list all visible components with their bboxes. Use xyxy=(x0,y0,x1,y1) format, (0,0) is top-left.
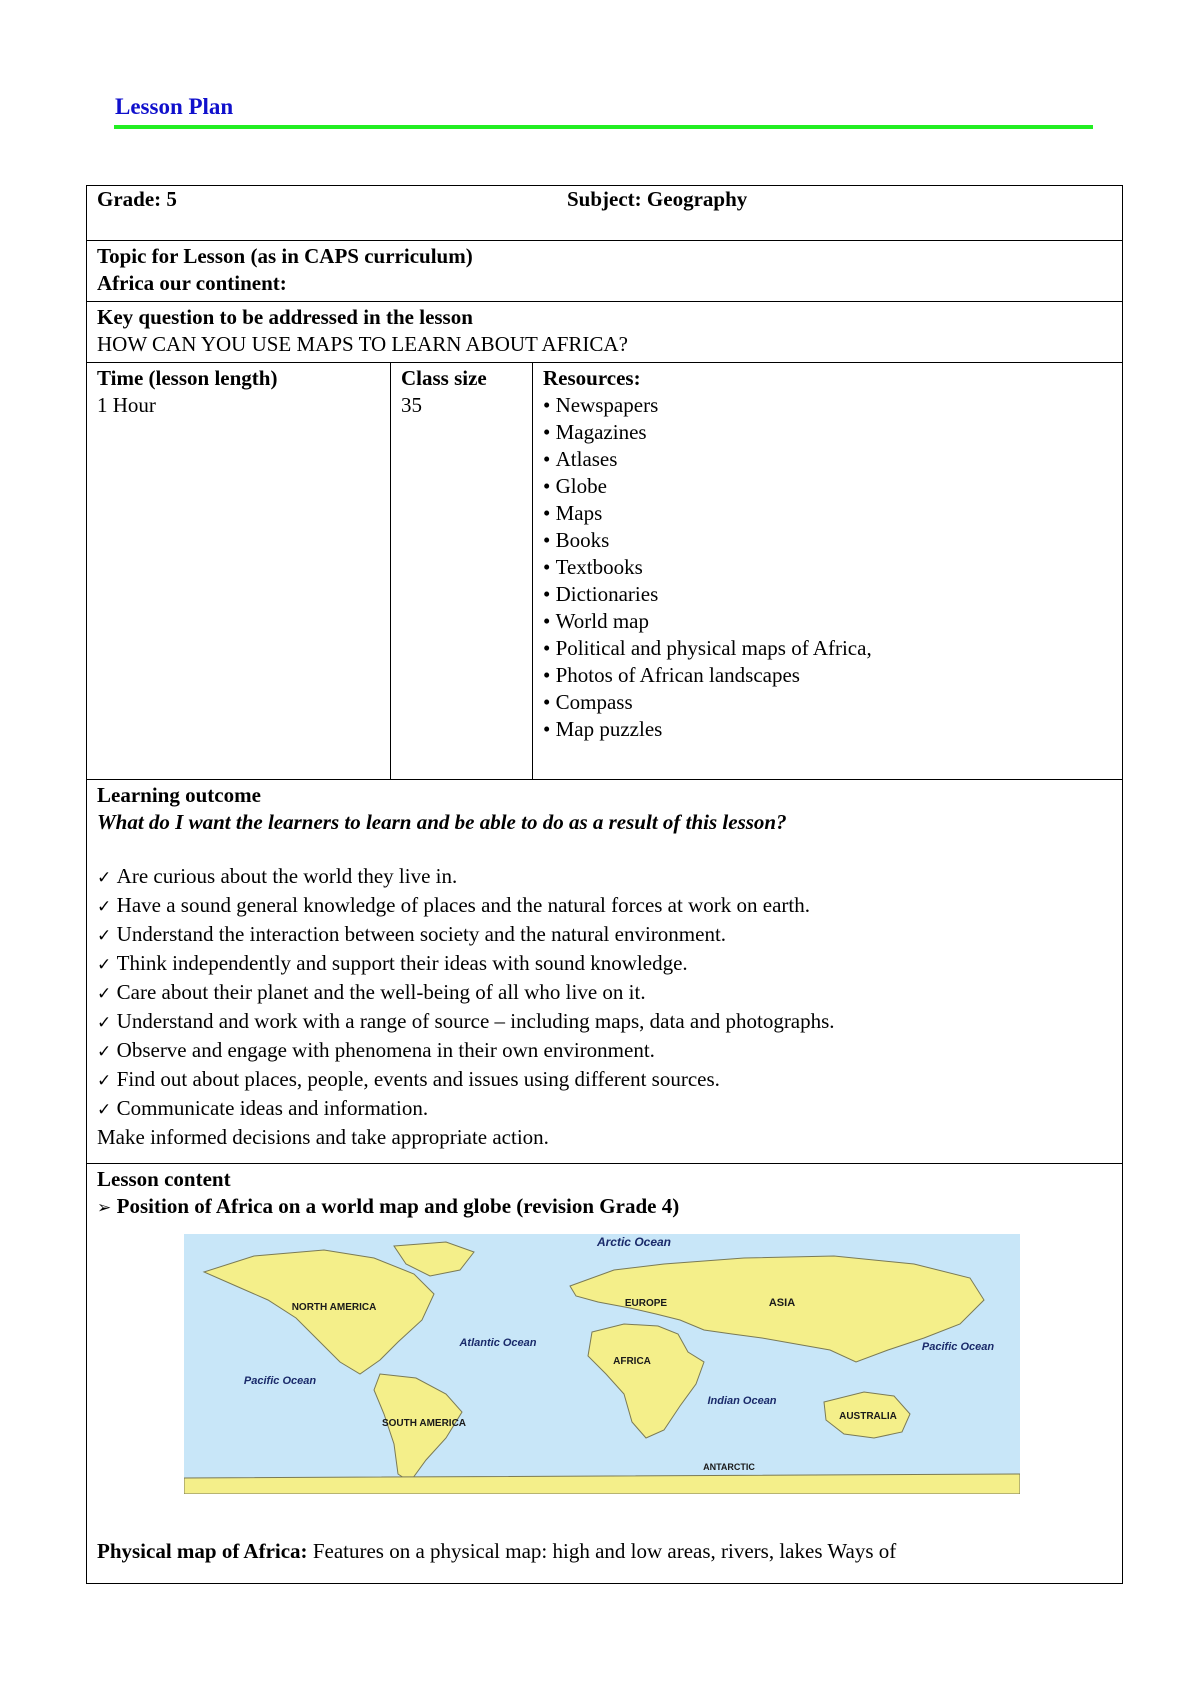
lesson-content-label: Lesson content xyxy=(97,1167,231,1191)
resource-item: • Magazines xyxy=(543,419,1112,446)
grade-label: Grade: xyxy=(97,187,162,211)
page-title: Lesson Plan xyxy=(115,94,234,119)
resource-item: • Map puzzles xyxy=(543,716,1112,743)
physical-map-line xyxy=(97,1538,1112,1565)
outcome-item: ✓ Find out about places, people, events and issues using different sources. xyxy=(97,1066,1112,1095)
world-map xyxy=(184,1234,1020,1494)
learning-outcome-row xyxy=(87,780,1123,1164)
world-map-figure xyxy=(184,1234,1020,1494)
time-value: 1 Hour xyxy=(97,393,156,417)
learning-outcome-label: Learning outcome xyxy=(97,783,261,807)
title-underline xyxy=(114,125,1093,129)
lesson-content-row xyxy=(87,1164,1123,1584)
antarctica-shape xyxy=(184,1474,1020,1494)
lesson-content-point: ➢ Position of Africa on a world map and globe (revision Grade 4) xyxy=(97,1193,1112,1222)
label-africa: AFRICA xyxy=(613,1356,651,1367)
label-europe: EUROPE xyxy=(624,1298,668,1309)
resources-list xyxy=(543,392,1112,743)
outcome-item: ✓ Communicate ideas and information. xyxy=(97,1095,1112,1124)
resource-item: • Textbooks xyxy=(543,554,1112,581)
physical-map-text: Features on a physical map: high and low areas, rivers, lakes Ways of xyxy=(312,1539,897,1563)
outcome-item: ✓ Have a sound general knowledge of places and the natural forces at work on earth. xyxy=(97,892,1112,921)
label-asia: ASIA xyxy=(768,1297,796,1309)
topic-value: Africa our continent: xyxy=(97,271,287,295)
label-north-america: NORTH AMERICA xyxy=(291,1302,377,1313)
label-pacific-left: Pacific Ocean xyxy=(243,1375,317,1387)
topic-label: Topic for Lesson (as in CAPS curriculum) xyxy=(97,244,473,268)
label-south-america: SOUTH AMERICA xyxy=(381,1418,467,1429)
lesson-plan-table xyxy=(86,185,1123,1584)
grade-subject-row xyxy=(87,186,1123,241)
physical-map-label: Physical map of Africa: xyxy=(97,1539,308,1563)
grade-value: 5 xyxy=(166,187,177,211)
resource-item: • Compass xyxy=(543,689,1112,716)
outcome-item: ✓ Are curious about the world they live in. xyxy=(97,863,1112,892)
resource-item: • Atlases xyxy=(543,446,1112,473)
key-question-row xyxy=(87,302,1123,363)
resource-item: • World map xyxy=(543,608,1112,635)
label-arctic: Arctic Ocean xyxy=(596,1235,672,1249)
resource-item: • Photos of African landscapes xyxy=(543,662,1112,689)
label-pacific-right: Pacific Ocean xyxy=(921,1341,995,1353)
outcome-closing: Make informed decisions and take appropriate action. xyxy=(97,1125,549,1149)
resource-item: • Maps xyxy=(543,500,1112,527)
outcome-item: ✓ Care about their planet and the well-being of all who live on it. xyxy=(97,979,1112,1008)
subject-label: Subject: xyxy=(567,187,642,211)
learning-outcome-question: What do I want the learners to learn and be able to do as a result of this lesson? xyxy=(97,810,787,834)
time-label: Time (lesson length) xyxy=(97,366,278,390)
outcome-item: ✓ Think independently and support their ideas with sound knowledge. xyxy=(97,950,1112,979)
resource-item: • Globe xyxy=(543,473,1112,500)
details-row xyxy=(87,363,1123,780)
topic-row xyxy=(87,241,1123,302)
resource-item: • Dictionaries xyxy=(543,581,1112,608)
class-size-label: Class size xyxy=(401,366,487,390)
key-question-label: Key question to be addressed in the lesson xyxy=(97,305,473,329)
label-antarctic: ANTARCTIC xyxy=(703,1462,755,1472)
label-indian: Indian Ocean xyxy=(707,1395,777,1407)
outcome-item: ✓ Understand the interaction between society and the natural environment. xyxy=(97,921,1112,950)
outcome-item: ✓ Observe and engage with phenomena in their own environment. xyxy=(97,1037,1112,1066)
subject-value: Geography xyxy=(646,187,748,211)
label-atlantic: Atlantic Ocean xyxy=(459,1337,537,1349)
class-size-value: 35 xyxy=(401,393,422,417)
outcome-list xyxy=(97,863,1112,1124)
grade-field xyxy=(97,187,177,211)
resources-label: Resources: xyxy=(543,366,641,390)
resource-item: • Books xyxy=(543,527,1112,554)
resource-item: • Newspapers xyxy=(543,392,1112,419)
key-question-value: HOW CAN YOU USE MAPS TO LEARN ABOUT AFRICA? xyxy=(97,332,628,356)
resource-item: • Political and physical maps of Africa, xyxy=(543,635,1112,662)
label-australia: AUSTRALIA xyxy=(839,1411,897,1422)
subject-field xyxy=(567,186,747,213)
outcome-item: ✓ Understand and work with a range of source – including maps, data and photographs. xyxy=(97,1008,1112,1037)
